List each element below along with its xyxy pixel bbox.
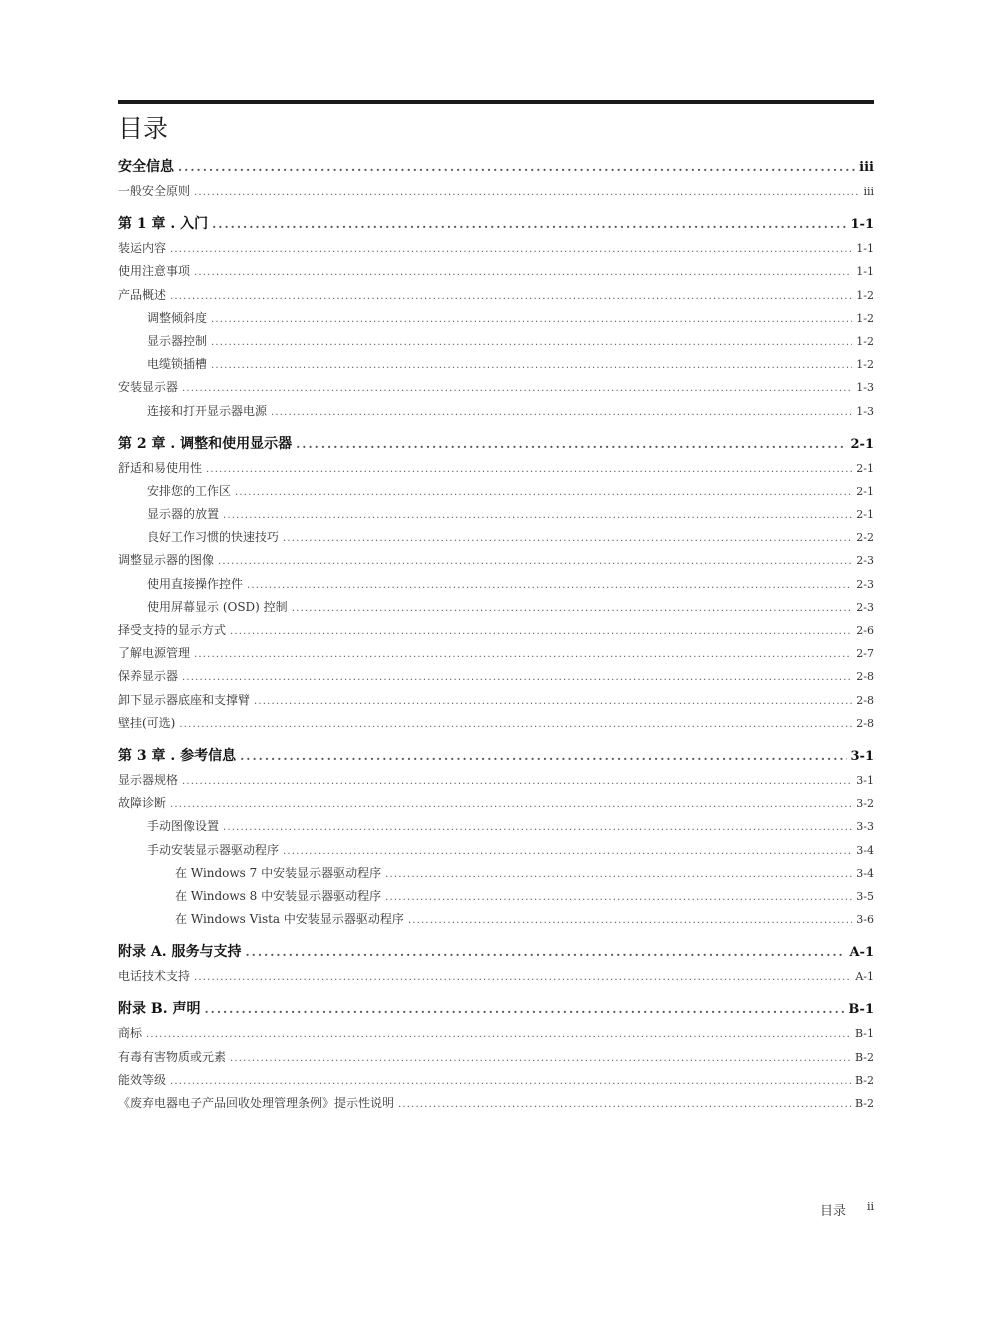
toc-entry-label: 显示器规格: [118, 772, 179, 787]
toc-entry[interactable]: [118, 644, 874, 667]
toc-entry-label: 第 2 章 . 调整和使用显示器: [118, 435, 293, 452]
toc-entry-label: 使用直接操作控件: [147, 576, 244, 591]
toc-dot-leader: [271, 407, 852, 418]
footer-page-number: ii: [866, 1200, 874, 1213]
toc-entry[interactable]: [118, 887, 874, 910]
toc-entry[interactable]: [118, 841, 874, 864]
toc-page-number: 2-1: [856, 484, 874, 498]
toc-entry-label: 装运内容: [118, 241, 167, 256]
toc-entry[interactable]: [118, 714, 874, 737]
toc-page-number: B-1: [848, 1002, 874, 1018]
toc-entry[interactable]: [118, 528, 874, 551]
toc-dot-leader: [194, 187, 859, 198]
toc-entry[interactable]: [118, 621, 874, 644]
toc-entry-label: 安排您的工作区: [147, 483, 232, 498]
toc-entry-label: 有毒有害物质或元素: [118, 1049, 227, 1064]
toc-page-number: 2-7: [856, 647, 874, 661]
table-of-contents: [118, 156, 874, 1117]
toc-entry[interactable]: [118, 794, 874, 817]
toc-entry-label: 择受支持的显示方式: [118, 623, 227, 637]
toc-page-number: 2-6: [856, 624, 874, 637]
toc-entry-label: 使用屏幕显示 (OSD) 控制: [147, 599, 288, 614]
document-page: [118, 0, 874, 1320]
toc-entry-label: 商标: [118, 1026, 143, 1041]
toc-entry-label: 电缆锁插槽: [147, 357, 208, 372]
toc-page-number: 1-2: [856, 311, 874, 325]
toc-dot-leader: [194, 649, 852, 660]
toc-dot-leader: [179, 719, 852, 730]
toc-entry[interactable]: [118, 459, 874, 482]
toc-chapter-entry[interactable]: [118, 433, 874, 459]
toc-entry[interactable]: [118, 691, 874, 714]
toc-page-number: iii: [863, 185, 874, 198]
toc-page-number: 2-1: [850, 436, 874, 452]
toc-dot-leader: [204, 1002, 844, 1016]
toc-dot-leader: [182, 776, 852, 787]
toc-dot-leader: [211, 314, 852, 325]
toc-entry[interactable]: [118, 1024, 874, 1047]
toc-entry-label: 电话技术支持: [118, 969, 191, 984]
toc-dot-leader: [408, 915, 852, 926]
toc-page-number: 2-8: [856, 670, 874, 684]
toc-entry-label: 卸下显示器底座和支撑臂: [118, 692, 251, 707]
toc-page-number: 1-2: [856, 334, 874, 348]
toc-dot-leader: [182, 383, 852, 394]
toc-dot-leader: [194, 972, 851, 983]
toc-entry[interactable]: [118, 910, 874, 933]
toc-entry-label: 故障诊断: [118, 796, 167, 811]
toc-entry[interactable]: [118, 309, 874, 332]
toc-dot-leader: [170, 1076, 851, 1087]
toc-page-number: 3-2: [856, 797, 874, 811]
toc-page-number: B-2: [854, 1097, 874, 1110]
toc-entry-label: 连接和打开显示器电源: [147, 403, 268, 418]
toc-page-number: 3-1: [856, 773, 874, 787]
toc-entry[interactable]: [118, 551, 874, 574]
toc-entry-label: 使用注意事项: [118, 264, 191, 279]
toc-dot-leader: [182, 672, 852, 683]
toc-dot-leader: [385, 869, 852, 880]
toc-entry-label: 保养显示器: [118, 669, 179, 684]
toc-page-number: 1-3: [856, 404, 874, 418]
toc-entry[interactable]: [118, 1094, 874, 1117]
toc-page-number: B-2: [854, 1050, 874, 1064]
toc-dot-leader: [385, 892, 852, 903]
toc-page-number: 2-1: [856, 508, 874, 522]
toc-dot-leader: [230, 626, 852, 637]
toc-entry-label: 第 1 章 . 入门: [118, 216, 209, 233]
toc-entry-label: 手动图像设置: [147, 819, 220, 834]
toc-page-number: 1-1: [850, 217, 874, 233]
toc-dot-leader: [223, 822, 852, 833]
toc-dot-leader: [247, 580, 852, 591]
toc-page-number: 3-4: [856, 866, 874, 880]
toc-page-number: 2-2: [856, 531, 874, 545]
toc-page-number: 2-3: [856, 577, 874, 591]
toc-entry[interactable]: [118, 598, 874, 621]
toc-entry-label: 手动安装显示器驱动程序: [147, 842, 280, 857]
toc-chapter-entry[interactable]: [118, 213, 874, 239]
toc-entry-label: 附录 B. 声明: [118, 1001, 201, 1018]
toc-entry-label: 一般安全原则: [118, 184, 191, 198]
toc-dot-leader: [235, 487, 852, 498]
toc-entry-label: 第 3 章 . 参考信息: [118, 747, 237, 764]
toc-page-number: 2-8: [856, 693, 874, 707]
footer-label: 目录: [820, 1204, 847, 1219]
toc-chapter-entry[interactable]: [118, 745, 874, 771]
toc-dot-leader: [178, 160, 855, 174]
toc-entry[interactable]: [118, 482, 874, 505]
toc-entry-label: 显示器控制: [147, 333, 208, 348]
toc-dot-leader: [283, 846, 852, 857]
toc-page-number: 3-6: [856, 913, 874, 927]
toc-page-number: 2-1: [856, 461, 874, 475]
toc-chapter-entry[interactable]: [118, 941, 874, 967]
toc-page-number: A-1: [855, 970, 874, 984]
toc-entry-label: 调整显示器的图像: [118, 553, 215, 568]
toc-dot-leader: [292, 603, 853, 614]
toc-entry-label: 产品概述: [118, 287, 167, 302]
toc-dot-leader: [206, 464, 852, 475]
toc-chapter-entry[interactable]: [118, 156, 874, 182]
toc-dot-leader: [194, 267, 852, 278]
toc-entry-label: 能效等级: [118, 1072, 167, 1087]
toc-dot-leader: [211, 360, 852, 371]
page-title: 目录: [118, 114, 169, 143]
toc-dot-leader: [254, 696, 852, 707]
top-rule: [118, 100, 874, 104]
toc-entry[interactable]: [118, 1071, 874, 1094]
toc-page-number: 1-1: [856, 265, 874, 279]
toc-dot-leader: [223, 510, 852, 521]
toc-dot-leader: [245, 945, 845, 959]
toc-entry-label: 安全信息: [118, 159, 174, 175]
toc-entry-label: 安装显示器: [118, 380, 179, 395]
toc-entry[interactable]: [118, 355, 874, 378]
toc-entry-label: 在 Windows 8 中安装显示器驱动程序: [175, 888, 382, 903]
toc-entry[interactable]: [118, 402, 874, 425]
toc-entry[interactable]: [118, 1048, 874, 1071]
toc-page-number: B-1: [854, 1027, 874, 1041]
toc-dot-leader: [212, 217, 846, 231]
toc-page-number: iii: [859, 160, 874, 175]
toc-entry-label: 壁挂(可选): [118, 715, 176, 730]
toc-page-number: 3-1: [850, 748, 874, 764]
toc-page-number: A-1: [849, 945, 874, 961]
page-footer: [820, 1200, 874, 1219]
toc-dot-leader: [283, 533, 852, 544]
toc-dot-leader: [218, 556, 852, 567]
toc-dot-leader: [296, 437, 846, 451]
toc-entry[interactable]: [118, 505, 874, 528]
toc-entry[interactable]: [118, 667, 874, 690]
toc-dot-leader: [146, 1029, 851, 1040]
toc-dot-leader: [170, 244, 852, 255]
toc-entry[interactable]: [118, 967, 874, 990]
toc-page-number: 2-3: [856, 600, 874, 614]
toc-entry[interactable]: [118, 817, 874, 840]
toc-dot-leader: [230, 1053, 851, 1064]
toc-dot-leader: [211, 337, 852, 348]
toc-entry[interactable]: [118, 771, 874, 794]
toc-dot-leader: [170, 799, 852, 810]
toc-entry[interactable]: [118, 239, 874, 262]
toc-page-number: 3-3: [856, 820, 874, 834]
toc-entry-label: 舒适和易使用性: [118, 460, 203, 475]
toc-chapter-entry[interactable]: [118, 998, 874, 1024]
toc-entry-label: 了解电源管理: [118, 646, 191, 661]
toc-dot-leader: [240, 749, 846, 763]
toc-entry-label: 在 Windows Vista 中安装显示器驱动程序: [175, 912, 404, 927]
toc-entry[interactable]: [118, 378, 874, 401]
toc-entry[interactable]: [118, 286, 874, 309]
toc-entry[interactable]: [118, 575, 874, 598]
toc-page-number: 2-8: [856, 716, 874, 730]
toc-entry-label: 在 Windows 7 中安装显示器驱动程序: [175, 865, 382, 880]
toc-page-number: 3-5: [856, 889, 874, 903]
toc-page-number: 1-3: [856, 381, 874, 395]
toc-page-number: 3-4: [856, 843, 874, 857]
toc-page-number: 1-2: [856, 358, 874, 372]
toc-entry[interactable]: [118, 182, 874, 205]
toc-entry-label: 附录 A. 服务与支持: [118, 944, 242, 961]
toc-entry[interactable]: [118, 262, 874, 285]
toc-entry[interactable]: [118, 864, 874, 887]
toc-entry-label: 调整倾斜度: [147, 310, 208, 325]
toc-entry[interactable]: [118, 332, 874, 355]
toc-dot-leader: [170, 291, 852, 302]
toc-page-number: 1-2: [856, 288, 874, 302]
toc-page-number: 2-3: [856, 554, 874, 568]
toc-entry-label: 《废弃电器电子产品回收处理管理条例》提示性说明: [118, 1096, 395, 1110]
toc-entry-label: 良好工作习惯的快速技巧: [147, 530, 280, 545]
toc-dot-leader: [398, 1099, 851, 1110]
toc-page-number: B-2: [854, 1073, 874, 1087]
toc-entry-label: 显示器的放置: [147, 507, 220, 522]
toc-page-number: 1-1: [856, 242, 874, 256]
